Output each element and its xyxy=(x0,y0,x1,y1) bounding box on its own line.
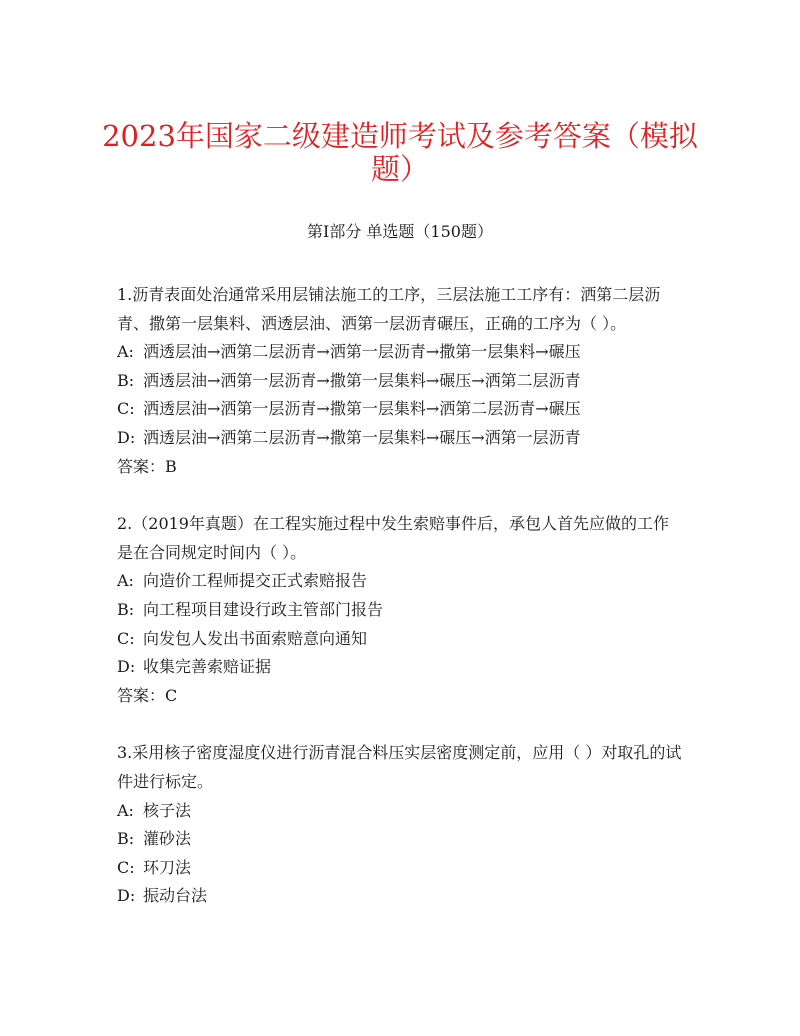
answer-line: 答案：C xyxy=(117,685,178,705)
option-letter: D: xyxy=(117,886,136,906)
option-letter: C: xyxy=(117,857,135,877)
option-b xyxy=(117,367,682,396)
option-text: 收集完善索赔证据 xyxy=(143,657,272,677)
option-letter: C: xyxy=(117,628,135,648)
question-stem: 3.采用核子密度湿度仪进行沥青混合料压实层密度测定前，应用（ ）对取孔的试件进行标定。 xyxy=(117,743,682,791)
question-stem: 2.（2019年真题）在工程实施过程中发生索赔事件后，承包人首先应做的工作是在合同规定时间内（ ）。 xyxy=(117,514,669,562)
question-stem: 1.沥青表面处治通常采用层铺法施工的工序，三层法施工工序有：洒第二层沥青、撒第一层集料、洒透层油、洒第一层沥青碾压，正确的工序为（ ）。 xyxy=(117,285,661,333)
option-text: 核子法 xyxy=(143,800,192,820)
option-letter: D: xyxy=(117,427,136,447)
question-2 xyxy=(117,510,682,710)
question-list xyxy=(117,281,682,940)
option-letter: C: xyxy=(117,399,135,419)
option-letter: A: xyxy=(117,571,134,591)
option-a xyxy=(117,567,682,596)
option-letter: B: xyxy=(117,829,135,849)
option-text: 向造价工程师提交正式索赔报告 xyxy=(143,571,368,591)
option-text: 环刀法 xyxy=(143,857,192,877)
option-text: 向工程项目建设行政主管部门报告 xyxy=(143,599,384,619)
option-text: 洒透层油→洒第一层沥青→撒第一层集料→洒第二层沥青→碾压 xyxy=(143,399,581,419)
document-title: 2023年国家二级建造师考试及参考答案（模拟题） xyxy=(102,119,698,186)
option-text: 振动台法 xyxy=(143,886,208,906)
option-letter: D: xyxy=(117,657,136,677)
option-d xyxy=(117,882,682,911)
option-b xyxy=(117,825,682,854)
option-text: 洒透层油→洒第二层沥青→洒第一层沥青→撒第一层集料→碾压 xyxy=(143,342,581,362)
option-c xyxy=(117,854,682,883)
option-c xyxy=(117,395,682,424)
option-a xyxy=(117,797,682,826)
question-3 xyxy=(117,739,682,911)
option-b xyxy=(117,596,682,625)
section-heading: 第I部分 单选题（150题） xyxy=(307,222,493,241)
option-text: 洒透层油→洒第一层沥青→撒第一层集料→碾压→洒第二层沥青 xyxy=(143,370,581,390)
answer-line: 答案：B xyxy=(117,456,177,476)
option-letter: B: xyxy=(117,599,135,619)
option-text: 向发包人发出书面索赔意向通知 xyxy=(143,628,368,648)
option-d xyxy=(117,653,682,682)
option-letter: B: xyxy=(117,370,135,390)
option-a xyxy=(117,338,682,367)
option-letter: A: xyxy=(117,342,134,362)
option-d xyxy=(117,424,682,453)
option-text: 洒透层油→洒第二层沥青→撒第一层集料→碾压→洒第一层沥青 xyxy=(143,427,581,447)
option-letter: A: xyxy=(117,800,134,820)
option-c xyxy=(117,625,682,654)
option-text: 灌砂法 xyxy=(143,829,192,849)
question-1 xyxy=(117,281,682,481)
